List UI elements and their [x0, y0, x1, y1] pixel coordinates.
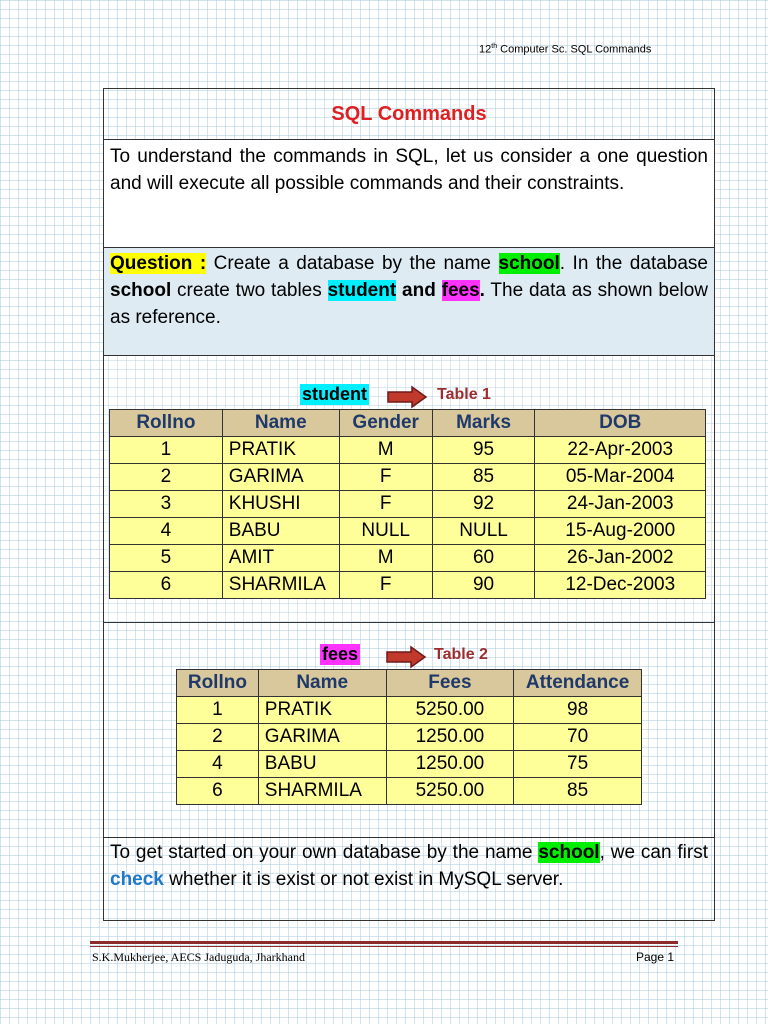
closing-paragraph — [104, 838, 714, 920]
table-cell: GARIMA — [258, 724, 386, 751]
table-cell: GARIMA — [222, 464, 339, 491]
table-cell: 22-Apr-2003 — [535, 437, 706, 464]
table-cell: BABU — [258, 751, 386, 778]
column-header: Rollno — [177, 670, 259, 697]
table-cell: 2 — [110, 464, 223, 491]
column-header: Name — [222, 410, 339, 437]
table-cell: 92 — [432, 491, 535, 518]
table-cell: SHARMILA — [222, 572, 339, 599]
table-cell: PRATIK — [222, 437, 339, 464]
table-row — [110, 491, 706, 518]
table-cell: 26-Jan-2002 — [535, 545, 706, 572]
table-cell: 5250.00 — [386, 697, 514, 724]
footer-divider — [90, 941, 678, 944]
and-word: and — [402, 280, 436, 301]
footer-page-number: Page 1 — [636, 950, 675, 964]
arrow-right-icon — [386, 385, 428, 409]
table-row — [110, 545, 706, 572]
table-cell: F — [339, 464, 432, 491]
question-text-2: . In the database — [559, 253, 708, 274]
table-row — [110, 437, 706, 464]
table-row — [177, 697, 642, 724]
table-cell: 60 — [432, 545, 535, 572]
question-label: Question : — [110, 253, 207, 274]
table-cell: 05-Mar-2004 — [535, 464, 706, 491]
table-row — [177, 724, 642, 751]
table-cell: 6 — [110, 572, 223, 599]
table-cell: 4 — [110, 518, 223, 545]
student-table-highlight: student — [327, 280, 397, 301]
student-table-label: student — [302, 384, 367, 404]
header-grade: 12 — [479, 43, 492, 56]
student-table — [109, 409, 706, 599]
arrow-right-icon — [385, 645, 427, 669]
table-cell: 1250.00 — [386, 751, 514, 778]
db-name-bold: school — [110, 280, 172, 301]
column-header: Fees — [386, 670, 514, 697]
table-row — [110, 572, 706, 599]
footer-author: S.K.Mukherjee, AECS Jaduguda, Jharkhand — [92, 950, 305, 964]
column-header: Rollno — [110, 410, 223, 437]
fees-table — [176, 669, 642, 805]
table-cell: 5 — [110, 545, 223, 572]
table-cell: 6 — [177, 778, 259, 805]
table-cell: 90 — [432, 572, 535, 599]
closing-text-1: To get started on your own database by the name — [110, 842, 539, 863]
student-table-section — [104, 356, 714, 623]
table-cell: AMIT — [222, 545, 339, 572]
footer-divider — [90, 946, 678, 947]
table-row — [110, 464, 706, 491]
header-grade-sup: th — [491, 43, 498, 50]
table1-tag: Table 1 — [437, 386, 491, 403]
table-row — [177, 778, 642, 805]
closing-text-2: , we can first — [599, 842, 708, 863]
table-row — [177, 751, 642, 778]
question-period: . — [479, 280, 485, 301]
table-header-row — [110, 410, 706, 437]
question-text-4: The data as shown below as reference. — [110, 280, 709, 328]
table-cell: M — [339, 437, 432, 464]
table-row — [110, 518, 706, 545]
fees-table-highlight: fees — [441, 280, 480, 301]
table-cell: F — [339, 491, 432, 518]
table2-tag: Table 2 — [434, 646, 488, 663]
table-cell: NULL — [339, 518, 432, 545]
table-cell: F — [339, 572, 432, 599]
table-cell: PRATIK — [258, 697, 386, 724]
column-header: Attendance — [514, 670, 642, 697]
column-header: Name — [258, 670, 386, 697]
table-header-row — [177, 670, 642, 697]
table-cell: 1 — [110, 437, 223, 464]
table-cell: 85 — [432, 464, 535, 491]
table-cell: 3 — [110, 491, 223, 518]
table-cell: M — [339, 545, 432, 572]
table-cell: 5250.00 — [386, 778, 514, 805]
question-paragraph — [104, 248, 714, 356]
table-cell: 85 — [514, 778, 642, 805]
table-cell: 95 — [432, 437, 535, 464]
table-cell: 24-Jan-2003 — [535, 491, 706, 518]
question-text-1: Create a database by the name — [206, 253, 499, 274]
table-cell: 12-Dec-2003 — [535, 572, 706, 599]
table-cell: 4 — [177, 751, 259, 778]
db-name-highlight: school — [498, 253, 560, 274]
table-cell: 1250.00 — [386, 724, 514, 751]
table-cell: SHARMILA — [258, 778, 386, 805]
table-cell: 75 — [514, 751, 642, 778]
table-cell: 15-Aug-2000 — [535, 518, 706, 545]
fees-table-section — [104, 623, 714, 838]
table-cell: BABU — [222, 518, 339, 545]
column-header: Gender — [339, 410, 432, 437]
fees-table-label: fees — [322, 644, 359, 664]
intro-paragraph: To understand the commands in SQL, let us consider a one question and will execute all possible commands and their constraints. — [104, 140, 714, 248]
page-header — [479, 43, 739, 56]
column-header: Marks — [432, 410, 535, 437]
table-cell: KHUSHI — [222, 491, 339, 518]
column-header: DOB — [535, 410, 706, 437]
table-cell: NULL — [432, 518, 535, 545]
header-subject: Computer Sc. SQL Commands — [500, 43, 652, 56]
table-cell: 98 — [514, 697, 642, 724]
question-text-3: create two tables — [171, 280, 328, 301]
page-title: SQL Commands — [104, 89, 714, 140]
content-frame — [103, 88, 715, 921]
table-cell: 2 — [177, 724, 259, 751]
db-name-highlight: school — [538, 842, 600, 863]
table-cell: 70 — [514, 724, 642, 751]
closing-text-3: whether it is exist or not exist in MySQL server. — [163, 869, 564, 890]
table-cell: 1 — [177, 697, 259, 724]
check-keyword: check — [110, 869, 164, 890]
